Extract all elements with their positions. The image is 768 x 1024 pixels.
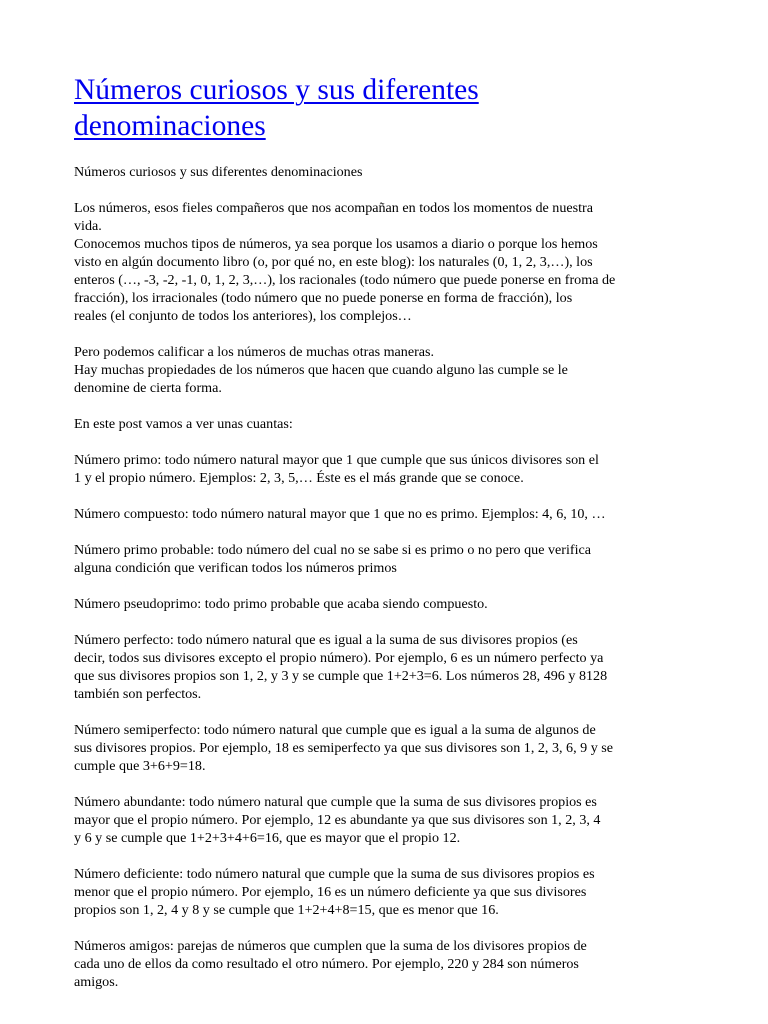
text-line: menor que el propio número. Por ejemplo, 16 es un número deficiente ya que sus divisores [74,884,587,900]
numero-perfecto-paragraph [74,631,698,703]
article-body [74,163,698,991]
text-line: En este post vamos a ver unas cuantas: [74,416,293,432]
text-line: Conocemos muchos tipos de números, ya sea porque los usamos a diario o porque los hemos [74,236,598,252]
text-line: también son perfectos. [74,686,202,702]
calificar-paragraph [74,343,698,397]
subtitle-paragraph [74,163,698,181]
text-line: Números amigos: parejas de números que cumplen que la suma de los divisores propios de [74,938,587,954]
title-line: Números curiosos y sus diferentes [74,74,479,106]
semiperfecto-paragraph [74,721,698,775]
text-line: Número primo probable: todo número del cual no se sabe si es primo o no pero que verifica [74,542,592,558]
text-line: Hay muchas propiedades de los números que hacen que cuando alguno las cumple se le [74,362,568,378]
title-line: denominaciones [74,110,266,142]
primo-probable-paragraph [74,541,698,577]
text-line: alguna condición que verifican todos los números primos [74,560,397,576]
text-line: enteros (…, -3, -2, -1, 0, 1, 2, 3,…), los racionales (todo número que puede ponerse en froma de [74,272,616,288]
numeros-amigos-paragraph [74,937,698,991]
text-line: sus divisores propios. Por ejemplo, 18 es semiperfecto ya que sus divisores son 1, 2, 3, 6, 9 y se [74,740,614,756]
title-link[interactable] [74,72,698,144]
text-line: Número semiperfecto: todo número natural que cumple que es igual a la suma de algunos de [74,722,596,738]
intro-paragraph [74,199,698,325]
deficiente-paragraph [74,865,698,919]
subtitle: Números curiosos y sus diferentes denominaciones [74,164,363,180]
text-line: Número deficiente: todo número natural que cumple que la suma de sus divisores propios es [74,866,595,882]
text-line: Número primo: todo número natural mayor que 1 que cumple que sus únicos divisores son el [74,452,599,468]
text-line: Pero podemos calificar a los números de muchas otras maneras. [74,344,435,360]
text-line: fracción), los irracionales (todo número que no puede ponerse en forma de fracción), los [74,290,573,306]
text-line: Número pseudoprimo: todo primo probable que acaba siendo compuesto. [74,596,488,612]
post-intro-paragraph [74,415,698,433]
numero-primo-paragraph [74,451,698,487]
text-line: denomine de cierta forma. [74,380,222,396]
text-line: cada uno de ellos da como resultado el otro número. Por ejemplo, 220 y 284 son números [74,956,579,972]
text-line: Los números, esos fieles compañeros que nos acompañan en todos los momentos de nuestra [74,200,594,216]
text-line: Número abundante: todo número natural que cumple que la suma de sus divisores propios es [74,794,597,810]
pseudoprimo-paragraph [74,595,698,613]
text-line: reales (el conjunto de todos los anteriores), los complejos… [74,308,412,324]
text-line: decir, todos sus divisores excepto el propio número). Por ejemplo, 6 es un número perfecto ya [74,650,604,666]
text-line: Número perfecto: todo número natural que es igual a la suma de sus divisores propios (es [74,632,578,648]
numero-compuesto-paragraph [74,505,698,523]
text-line: mayor que el propio número. Por ejemplo, 12 es abundante ya que sus divisores son 1, 2, 3, 4 [74,812,601,828]
text-line: vida. [74,218,102,234]
document-page [74,72,698,1009]
text-line: amigos. [74,974,119,990]
text-line: cumple que 3+6+9=18. [74,758,206,774]
text-line: propios son 1, 2, 4 y 8 y se cumple que 1+2+4+8=15, que es menor que 16. [74,902,499,918]
text-line: que sus divisores propios son 1, 2, y 3 y se cumple que 1+2+3=6. Los números 28, 496 y 8128 [74,668,608,684]
text-line: Número compuesto: todo número natural mayor que 1 que no es primo. Ejemplos: 4, 6, 10, … [74,506,606,522]
text-line: 1 y el propio número. Ejemplos: 2, 3, 5,… Éste es el más grande que se conoce. [74,470,524,486]
text-line: visto en algún documento libro (o, por qué no, en este blog): los naturales (0, 1, 2, 3,…), los [74,254,593,270]
text-line: y 6 y se cumple que 1+2+3+4+6=16, que es mayor que el propio 12. [74,830,461,846]
abundante-paragraph [74,793,698,847]
page-title [74,72,698,144]
